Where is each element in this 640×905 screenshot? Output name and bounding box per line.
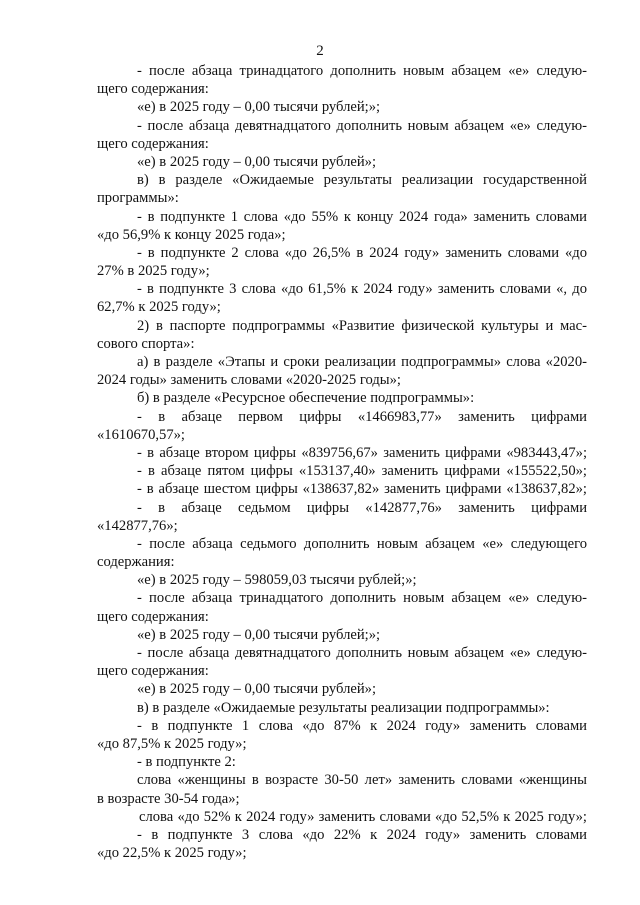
text-line: в возрасте 30-54 года»; (97, 790, 240, 807)
text-line: в) в разделе «Ожидаемые результаты реализации подпрограммы»: (137, 699, 550, 716)
text-line: «е) в 2025 году – 0,00 тысячи рублей»; (137, 153, 377, 170)
page-number: 2 (316, 43, 324, 59)
text-line: б) в разделе «Ресурсное обеспечение подпрограммы»: (137, 390, 475, 407)
text-line: «е) в 2025 году – 0,00 тысячи рублей;»; (137, 99, 381, 116)
text-line: - после абзаца седьмого дополнить новым абзацем «е» следующего (137, 535, 587, 552)
text-line: щего содержания: (97, 663, 209, 680)
text-line: 27% в 2025 году»; (97, 263, 210, 280)
text-line: «142877,76»; (97, 517, 178, 534)
text-line: - после абзаца тринадцатого дополнить новым абзацем «е» следую- (137, 63, 587, 79)
document-body (97, 62, 587, 862)
text-line: содержания: (97, 554, 175, 571)
text-line: - после абзаца девятнадцатого дополнить новым абзацем «е» следую- (137, 645, 587, 661)
text-line: слова «до 52% к 2024 году» заменить словами «до 52,5% к 2025 году»; (139, 808, 587, 825)
text-line: - после абзаца тринадцатого дополнить новым абзацем «е» следую- (137, 590, 587, 607)
text-line: сового спорта»: (97, 335, 195, 352)
text-line: слова «женщины в возрасте 30-50 лет» заменить словами «женщины (137, 772, 587, 789)
text-line: - в абзаце втором цифры «839756,67» заменить цифрами «983443,47»; (137, 444, 587, 461)
text-line: - в подпункте 2: (137, 754, 236, 771)
text-line: - в подпункте 2 слова «до 26,5% в 2024 году» заменить словами «до (137, 244, 587, 261)
text-line: а) в разделе «Этапы и сроки реализации подпрограммы» слова «2020- (137, 354, 587, 370)
text-line: - в подпункте 3 слова «до 61,5% к 2024 году» заменить словами «, до (137, 281, 587, 298)
text-line: «до 56,9% к концу 2025 года»; (97, 226, 286, 243)
text-line: в) в разделе «Ожидаемые результаты реализации государственной (137, 172, 587, 189)
text-line: «до 87,5% к 2025 году»; (97, 735, 247, 752)
text-line: «1610670,57»; (97, 426, 185, 443)
text-line: программы»: (97, 190, 179, 207)
text-line: «е) в 2025 году – 0,00 тысячи рублей;»; (137, 626, 381, 643)
text-line: - в подпункте 1 слова «до 87% к 2024 году» заменить словами (137, 717, 587, 734)
text-line: - в подпункте 1 слова «до 55% к концу 2024 года» заменить словами (137, 208, 587, 225)
text-line: - в абзаце первом цифры «1466983,77» заменить цифрами (137, 408, 587, 425)
text-line: - после абзаца девятнадцатого дополнить новым абзацем «е» следую- (137, 117, 587, 134)
text-line: «е) в 2025 году – 0,00 тысячи рублей»; (137, 681, 377, 698)
text-line: щего содержания: (97, 135, 209, 152)
text-line: 62,7% к 2025 году»; (97, 299, 221, 316)
text-line: «до 22,5% к 2025 году»; (97, 845, 247, 862)
text-line: щего содержания: (97, 81, 209, 98)
text-line: «е) в 2025 году – 598059,03 тысячи рублей;»; (137, 572, 417, 589)
text-line: 2024 годы» заменить словами «2020-2025 годы»; (97, 372, 401, 389)
text-line: - в абзаце пятом цифры «153137,40» заменить цифрами «155522,50»; (137, 463, 587, 480)
text-line: щего содержания: (97, 608, 209, 625)
text-line: 2) в паспорте подпрограммы «Развитие физической культуры и мас- (137, 317, 587, 334)
text-line: - в подпункте 3 слова «до 22% к 2024 году» заменить словами (137, 826, 587, 843)
text-line: - в абзаце шестом цифры «138637,82» заменить цифрами «138637,82»; (137, 481, 587, 498)
text-line: - в абзаце седьмом цифры «142877,76» заменить цифрами (137, 499, 587, 516)
